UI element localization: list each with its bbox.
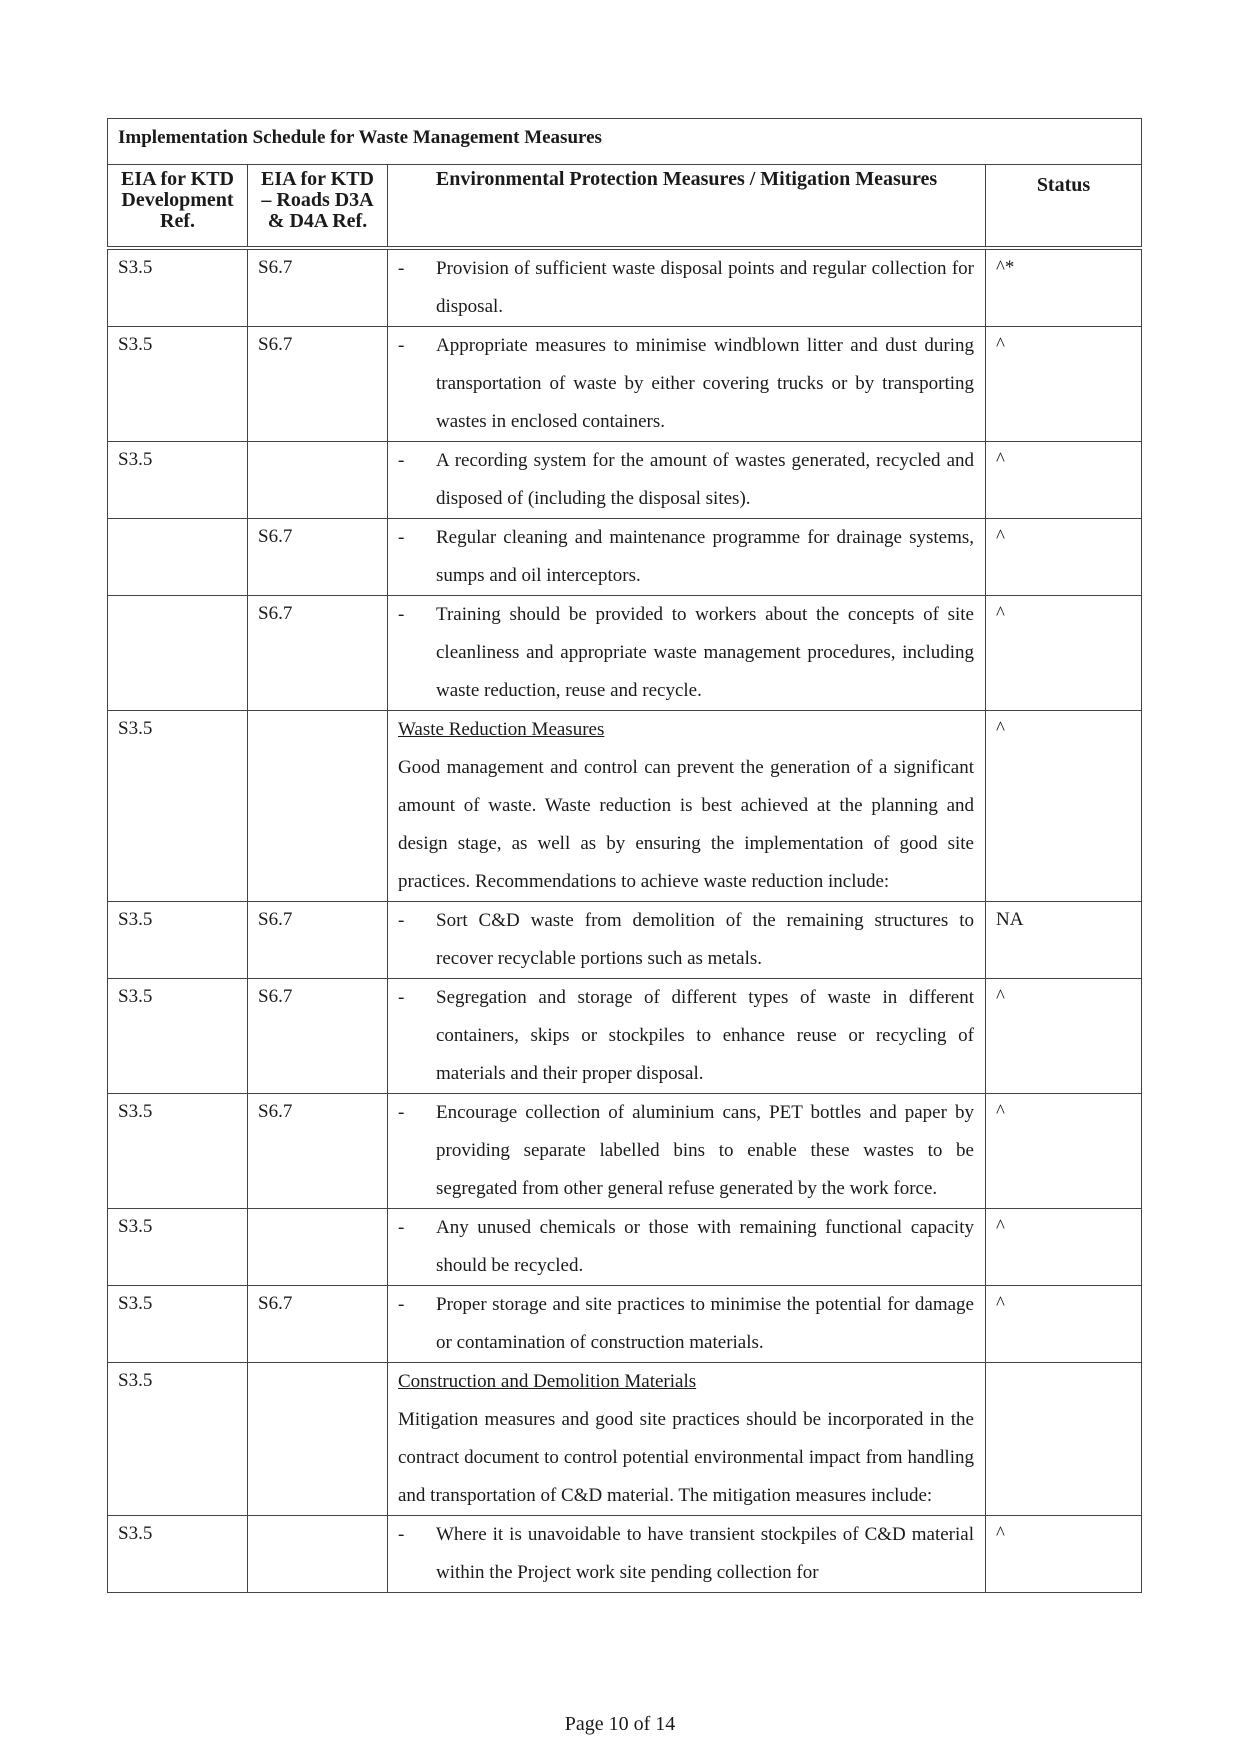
header-roads-ref: EIA for KTD – Roads D3A & D4A Ref. [248,165,388,249]
implementation-schedule-table [107,118,1142,1593]
measure-text: Proper storage and site practices to minimise the potential for damage or contamination of construction materials. [436,1294,974,1353]
measure-cell [388,596,986,711]
table-header-row [108,165,1142,249]
dev-ref-cell: S3.5 [108,1516,248,1593]
table-row [108,1363,1142,1516]
measure-cell [388,1516,986,1593]
bullet-dash: - [398,1524,405,1545]
table-row [108,1286,1142,1363]
roads-ref-cell [248,711,388,902]
table-row [108,711,1142,902]
bullet-dash: - [398,1102,405,1123]
page-number: Page 10 of 14 [564,1713,676,1735]
dev-ref-cell: S3.5 [108,711,248,902]
measure-text: Where it is unavoidable to have transient stockpiles of C&D material within the Project work site pending collection for [436,1524,974,1583]
dev-ref-cell [108,519,248,596]
roads-ref-cell: S6.7 [248,327,388,442]
measure-cell [388,902,986,979]
status-cell: ^ [986,327,1142,442]
measure-text: Encourage collection of aluminium cans, PET bottles and paper by providing separate labelled bins to enable these wastes to be segregated from other general refuse generated by the work force. [436,1102,974,1199]
header-dev-ref: EIA for KTD Development Ref. [108,165,248,249]
bullet-dash: - [398,258,405,279]
dev-ref-cell [108,596,248,711]
header-status: Status [986,165,1142,249]
dev-ref-cell: S3.5 [108,327,248,442]
dev-ref-cell: S3.5 [108,1286,248,1363]
table-row [108,596,1142,711]
roads-ref-cell: S6.7 [248,248,388,327]
measure-cell [388,1286,986,1363]
measure-text: Sort C&D waste from demolition of the remaining structures to recover recyclable portions such as metals. [436,910,974,969]
dev-ref-cell: S3.5 [108,1363,248,1516]
table-title-row [108,119,1142,165]
measure-paragraph: Good management and control can prevent the generation of a significant amount of waste. Waste reduction is best achieved at the planning and design stage, as well as by ensuring the implementation of good site practices. Recommendations to achieve waste reduction include: [398,757,974,892]
table-row [108,979,1142,1094]
dev-ref-cell: S3.5 [108,1209,248,1286]
bullet-dash: - [398,910,405,931]
status-cell: ^ [986,1209,1142,1286]
bullet-dash: - [398,335,405,356]
status-cell: ^ [986,442,1142,519]
status-cell: ^ [986,1094,1142,1209]
bullet-dash: - [398,604,405,625]
measure-cell [388,979,986,1094]
dev-ref-cell: S3.5 [108,442,248,519]
roads-ref-cell: S6.7 [248,902,388,979]
table-row [108,248,1142,327]
table-row [108,442,1142,519]
measure-cell [388,248,986,327]
measure-text: Regular cleaning and maintenance programme for drainage systems, sumps and oil interceptors. [436,527,974,586]
bullet-dash: - [398,450,405,471]
roads-ref-cell: S6.7 [248,596,388,711]
bullet-dash: - [398,987,405,1008]
measure-cell [388,327,986,442]
dev-ref-cell: S3.5 [108,902,248,979]
measure-text: Training should be provided to workers about the concepts of site cleanliness and appropriate waste management procedures, including waste reduction, reuse and recycle. [436,604,974,701]
table-title: Implementation Schedule for Waste Management Measures [108,119,1142,165]
measure-cell [388,1209,986,1286]
dev-ref-cell: S3.5 [108,979,248,1094]
status-cell [986,1363,1142,1516]
table-row [108,1094,1142,1209]
status-cell: ^ [986,711,1142,902]
roads-ref-cell: S6.7 [248,1286,388,1363]
measure-cell [388,1094,986,1209]
status-cell: ^ [986,1286,1142,1363]
roads-ref-cell [248,442,388,519]
dev-ref-cell: S3.5 [108,1094,248,1209]
table-row [108,327,1142,442]
measure-text: A recording system for the amount of wastes generated, recycled and disposed of (including the disposal sites). [436,450,974,509]
status-cell: ^ [986,979,1142,1094]
measure-text: Provision of sufficient waste disposal points and regular collection for disposal. [436,258,974,317]
measure-cell [388,1363,986,1516]
measure-text: Appropriate measures to minimise windblown litter and dust during transportation of waste by either covering trucks or by transporting wastes in enclosed containers. [436,335,974,432]
measure-heading: Waste Reduction Measures [398,719,605,740]
status-cell: ^ [986,519,1142,596]
bullet-dash: - [398,527,405,548]
bullet-dash: - [398,1217,405,1238]
measure-paragraph: Mitigation measures and good site practices should be incorporated in the contract document to control potential environmental impact from handling and transportation of C&D material. The mitigation measures include: [398,1409,974,1506]
measure-text: Any unused chemicals or those with remaining functional capacity should be recycled. [436,1217,974,1276]
table-row [108,1516,1142,1593]
status-cell: ^* [986,248,1142,327]
roads-ref-cell [248,1363,388,1516]
roads-ref-cell [248,1209,388,1286]
measure-text: Segregation and storage of different types of waste in different containers, skips or stockpiles to enhance reuse or recycling of materials and their proper disposal. [436,987,974,1084]
roads-ref-cell [248,1516,388,1593]
roads-ref-cell: S6.7 [248,519,388,596]
status-cell: ^ [986,596,1142,711]
measure-cell [388,711,986,902]
roads-ref-cell: S6.7 [248,979,388,1094]
measure-cell [388,442,986,519]
status-cell: ^ [986,1516,1142,1593]
measure-heading: Construction and Demolition Materials [398,1371,697,1392]
dev-ref-cell: S3.5 [108,248,248,327]
table-row [108,1209,1142,1286]
table-row [108,519,1142,596]
table-row [108,902,1142,979]
status-cell: NA [986,902,1142,979]
measure-cell [388,519,986,596]
roads-ref-cell: S6.7 [248,1094,388,1209]
bullet-dash: - [398,1294,405,1315]
header-measures: Environmental Protection Measures / Mitigation Measures [388,165,986,249]
